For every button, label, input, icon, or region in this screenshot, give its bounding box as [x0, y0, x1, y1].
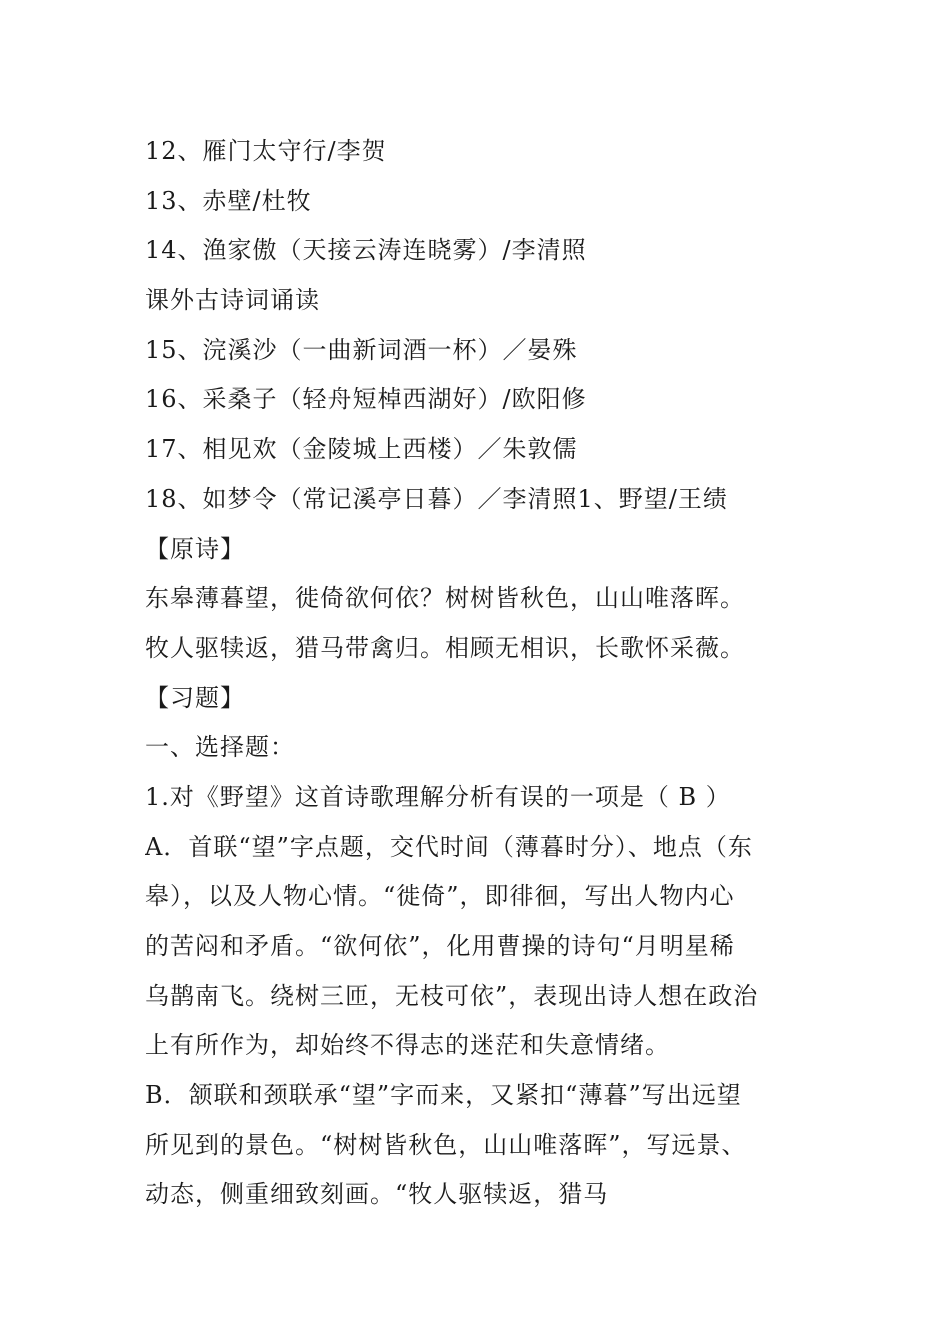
option-line: A．首联“望”字点题，交代时间（薄暮时分）、地点（东: [145, 832, 753, 861]
option-line: 所见到的景色。“树树皆秋色，山山唯落晖”，写远景、: [145, 1130, 747, 1159]
text-line: 15、浣溪沙（一曲新词酒一杯）／晏殊: [145, 335, 578, 364]
option-line: 上有所作为，却始终不得志的迷茫和失意情绪。: [145, 1031, 670, 1060]
text-line: 12、雁门太守行/李贺: [145, 137, 387, 165]
option-line: 的苦闷和矛盾。“欲何依”，化用曹操的诗句“月明星稀: [145, 932, 735, 960]
text-line: 17、相见欢（金陵城上西楼）／朱敦儒: [145, 435, 578, 464]
text-line: 13、赤壁/杜牧: [145, 186, 312, 215]
poem-line: 东皋薄暮望，徙倚欲何依？树树皆秋色，山山唯落晖。: [145, 584, 745, 613]
option-line: B．颔联和颈联承“望”字而来，又紧扣“薄暮”写出远望: [145, 1081, 742, 1110]
text-line: 16、采桑子（轻舟短棹西湖好）/欧阳修: [145, 385, 587, 414]
text-line: 14、渔家傲（天接云涛连晓雾）/李清照: [145, 236, 587, 265]
option-line: 动态，侧重细致刻画。“牧人驱犊返，猎马: [145, 1180, 609, 1209]
poem-line: 牧人驱犊返，猎马带禽归。相顾无相识，长歌怀采薇。: [145, 633, 745, 662]
question-line: 1.对《野望》这首诗歌理解分析有误的一项是（ B ）: [145, 782, 731, 811]
section-heading: 【原诗】: [145, 534, 245, 563]
text-line: 一、选择题：: [145, 733, 295, 762]
option-line: 乌鹊南飞。绕树三匝，无枝可依”，表现出诗人想在政治: [145, 981, 759, 1010]
text-line: 18、如梦令（常记溪亭日暮）／李清照1、野望/王绩: [145, 484, 728, 513]
document-body: [145, 127, 810, 1220]
section-heading: 【习题】: [145, 683, 245, 712]
option-line: 皋），以及人物心情。“徙倚”，即徘徊，写出人物内心: [145, 882, 735, 911]
section-heading: 课外古诗词诵读: [145, 286, 320, 315]
